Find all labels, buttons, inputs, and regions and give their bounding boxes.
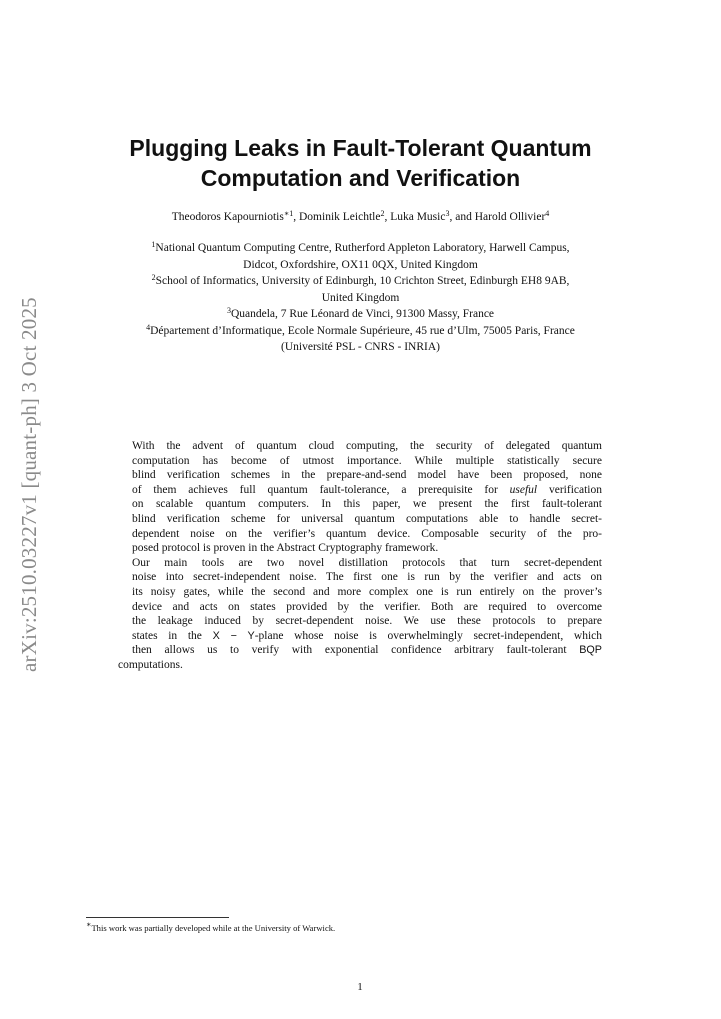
affiliation-line (80, 240, 641, 257)
author-separator: , (293, 211, 299, 223)
footnote-divider (86, 917, 229, 918)
footnote-mark: ∗ (86, 920, 92, 929)
paper-title (100, 133, 621, 193)
abstract-line: its noisy gates, while the second and more complex one is run entirely on the prover’s (132, 585, 602, 598)
affiliation-line (80, 306, 641, 323)
abstract-line: computations. (118, 658, 183, 671)
page-number: 1 (357, 981, 363, 993)
abstract-line: blind verification scheme for universal quantum computations able to handle secret- (132, 512, 602, 525)
abstract-line (118, 643, 602, 658)
abstract-line: computation has become of utmost importance. While multiple statistically secure (132, 454, 602, 467)
abstract-text: of them achieves full quantum fault-tolerance, a prerequisite for (132, 483, 510, 496)
author-name: Dominik Leichtle (299, 211, 381, 223)
complexity-class-label: BQP (579, 644, 602, 657)
math-plane-label: X − Y (212, 629, 255, 642)
affiliation-mark: 1 (151, 240, 156, 249)
author-separator: , and (449, 211, 475, 223)
abstract-line: on scalable quantum computers. In this paper, we present the first fault-tolerant (132, 498, 602, 511)
author-name: Luka Music (390, 211, 446, 223)
author-separator: , (384, 211, 391, 223)
author-list (90, 210, 631, 225)
title-line: Computation and Verification (200, 165, 521, 191)
affiliation-line (80, 273, 641, 290)
abstract-paragraph (118, 439, 602, 556)
affiliation-line: United Kingdom (321, 291, 400, 304)
abstract-line: blind verification schemes in the prepare-and-send model have been proposed, none (132, 469, 602, 482)
footnote-text: This work was partially developed while at the University of Warwick. (91, 923, 336, 933)
abstract-line: noise into secret-independent noise. The first one is run by the verifier and acts on (132, 571, 602, 584)
affiliation-text: National Quantum Computing Centre, Rutherford Appleton Laboratory, Harwell Campus, (155, 242, 570, 254)
arxiv-identifier-stamp: arXiv:2510.03227v1 [quant-ph] 3 Oct 2025 (17, 297, 41, 672)
author-affiliation-mark: ∗1 (283, 209, 294, 218)
author-affiliation-mark: 4 (545, 209, 550, 218)
abstract-line: Our main tools are two novel distillation protocols that turn secret-dependent (132, 556, 602, 569)
abstract-line (118, 629, 602, 644)
abstract-line: device and acts on states provided by the verifier. Both are required to overcome (132, 600, 602, 613)
abstract (118, 439, 602, 673)
abstract-line: posed protocol is proven in the Abstract Cryptography framework. (132, 542, 439, 555)
abstract-text: states in the (132, 629, 213, 642)
abstract-paragraph (118, 556, 602, 673)
abstract-text: verification (537, 483, 602, 496)
affiliation-text: Département d’Informatique, Ecole Normale Supérieure, 45 rue d’Ulm, 75005 Paris, France (150, 324, 575, 337)
affiliation-line: (Université PSL - CNRS - INRIA) (281, 341, 440, 353)
affiliation-mark: 4 (146, 322, 151, 332)
affiliation-line: Didcot, Oxfordshire, OX11 0QX, United Kingdom (243, 258, 478, 271)
affiliation-text: School of Informatics, University of Edinburgh, 10 Crichton Street, Edinburgh EH8 9AB, (155, 275, 570, 287)
affiliation-list (80, 240, 641, 356)
emphasis-text: useful (509, 483, 538, 496)
author-name: Harold Ollivier (474, 211, 546, 223)
abstract-line: dependent noise on the verifier’s quantum device. Composable security of the pro- (132, 527, 602, 540)
author-affiliation-mark: 2 (380, 209, 385, 218)
affiliation-mark: 3 (226, 306, 231, 315)
abstract-text: -plane whose noise is overwhelmingly secret-independent, which (254, 629, 603, 642)
affiliation-line (80, 323, 641, 340)
affiliation-text: Quandela, 7 Rue Léonard de Vinci, 91300 Massy, France (230, 308, 495, 320)
author-affiliation-mark: 3 (445, 209, 450, 218)
abstract-line: the leakage induced by secret-dependent noise. We use these protocols to prepare (132, 615, 602, 628)
footnote (86, 920, 646, 934)
abstract-line: With the advent of quantum cloud computing, the security of delegated quantum (132, 440, 602, 452)
affiliation-mark: 2 (151, 273, 156, 282)
abstract-text: then allows us to verify with exponential confidence arbitrary fault-tolerant (132, 644, 580, 657)
abstract-line (118, 483, 602, 498)
author-name: Theodoros Kapourniotis (171, 211, 284, 223)
title-line: Plugging Leaks in Fault-Tolerant Quantum (129, 135, 592, 161)
